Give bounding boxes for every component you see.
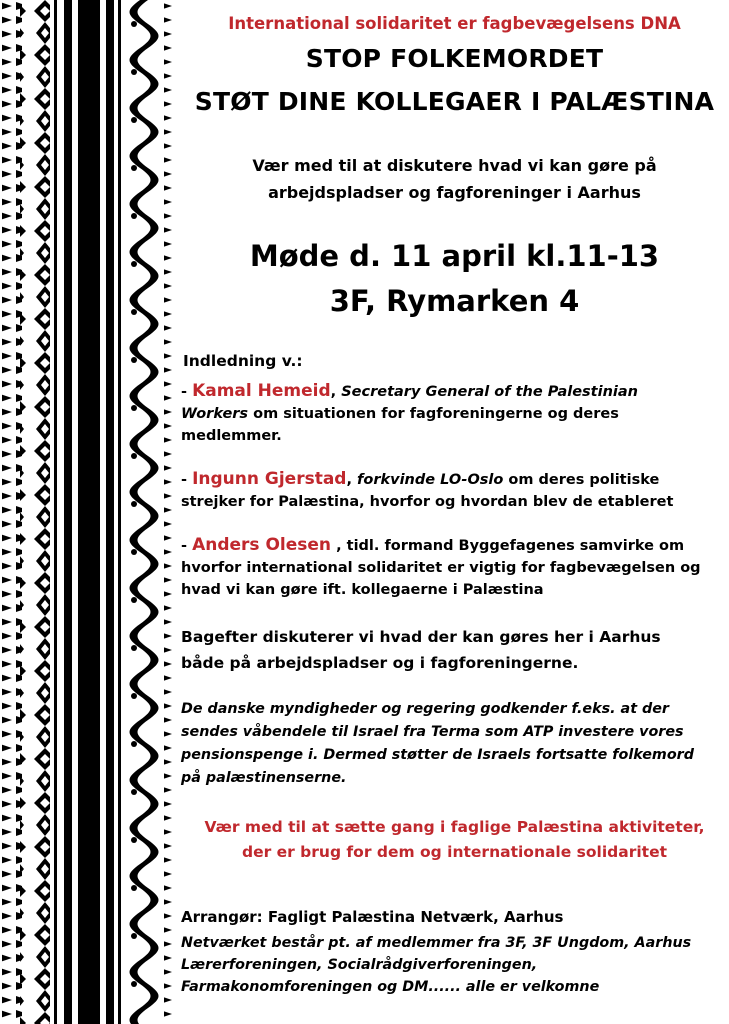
call-to-action	[180, 815, 729, 865]
discussion-text	[181, 624, 701, 676]
speaker-ingunn-gjerstad	[181, 468, 701, 513]
speaker-topic: om deres politiske strejker for Palæstina, hvorfor og hvordan blev de etableret	[181, 472, 674, 510]
speaker-topic: , tidl. formand Byggefagenes samvirke om hvorfor international solidaritet er vigtig for fagbevægelsen og hvad vi kan gøre ift. kollegaerne i Palæstina	[181, 538, 701, 598]
speaker-name: Anders Olesen	[192, 535, 332, 555]
speaker-separator: ,	[346, 472, 358, 488]
invitation-line-2: arbejdspladser og fagforeninger i Aarhus	[268, 183, 641, 202]
speaker-name: Ingunn Gjerstad	[192, 469, 347, 489]
tagline: International solidaritet er fagbevægelsens DNA	[228, 14, 681, 33]
call-line-2: der er brug for dem og internationale solidaritet	[241, 843, 668, 861]
invitation-line-1: Vær med til at diskutere hvad vi kan gøre på	[252, 156, 657, 175]
speaker-kamal-hemeid	[181, 380, 701, 447]
speaker-anders-olesen	[181, 534, 701, 601]
speaker-dash: -	[181, 384, 193, 400]
arms-export-statement: De danske myndigheder og regering godkender f.eks. at der sendes våbendele til Israel fra Terma som ATP investere vores pensionspenge i. Dermed støtter de Israels fortsatte folkemord på palæstinenserne.	[181, 701, 694, 786]
headline-stop: STOP FOLKEMORDET	[305, 44, 604, 73]
intro-label: Indledning v.:	[183, 352, 303, 370]
call-line-1: Vær med til at sætte gang i faglige Palæstina aktiviteter,	[204, 818, 705, 836]
invitation-text	[180, 152, 729, 206]
speaker-role: forkvinde LO-Oslo	[357, 472, 504, 488]
discussion-line-2: både på arbejdspladser og i fagforeningerne.	[181, 654, 579, 672]
flyer-content	[180, 0, 729, 1024]
speaker-topic: om situationen for fagforeningerne og deres medlemmer.	[181, 406, 619, 444]
speaker-separator: ,	[330, 384, 342, 400]
meeting-location: 3F, Rymarken 4	[329, 284, 580, 318]
speaker-role: Secretary General of the Palestinian Workers	[181, 384, 638, 422]
meeting-date: Møde d. 11 april kl.11-13	[249, 239, 660, 273]
headline-support: STØT DINE KOLLEGAER I PALÆSTINA	[194, 87, 715, 116]
discussion-line-1: Bagefter diskuterer vi hvad der kan gøres her i Aarhus	[181, 628, 661, 646]
speaker-dash: -	[181, 538, 193, 554]
speaker-dash: -	[181, 472, 193, 488]
keffiyeh-border-pattern	[0, 0, 180, 1024]
speaker-name: Kamal Hemeid	[192, 381, 331, 401]
organizer: Arrangør: Fagligt Palæstina Netværk, Aarhus	[181, 908, 564, 926]
network-members: Netværket består pt. af medlemmer fra 3F, 3F Ungdom, Aarhus Lærerforeningen, Socialrådgiverforeningen, Farmakonomforeningen og DM...... alle er velkomne	[181, 935, 692, 995]
